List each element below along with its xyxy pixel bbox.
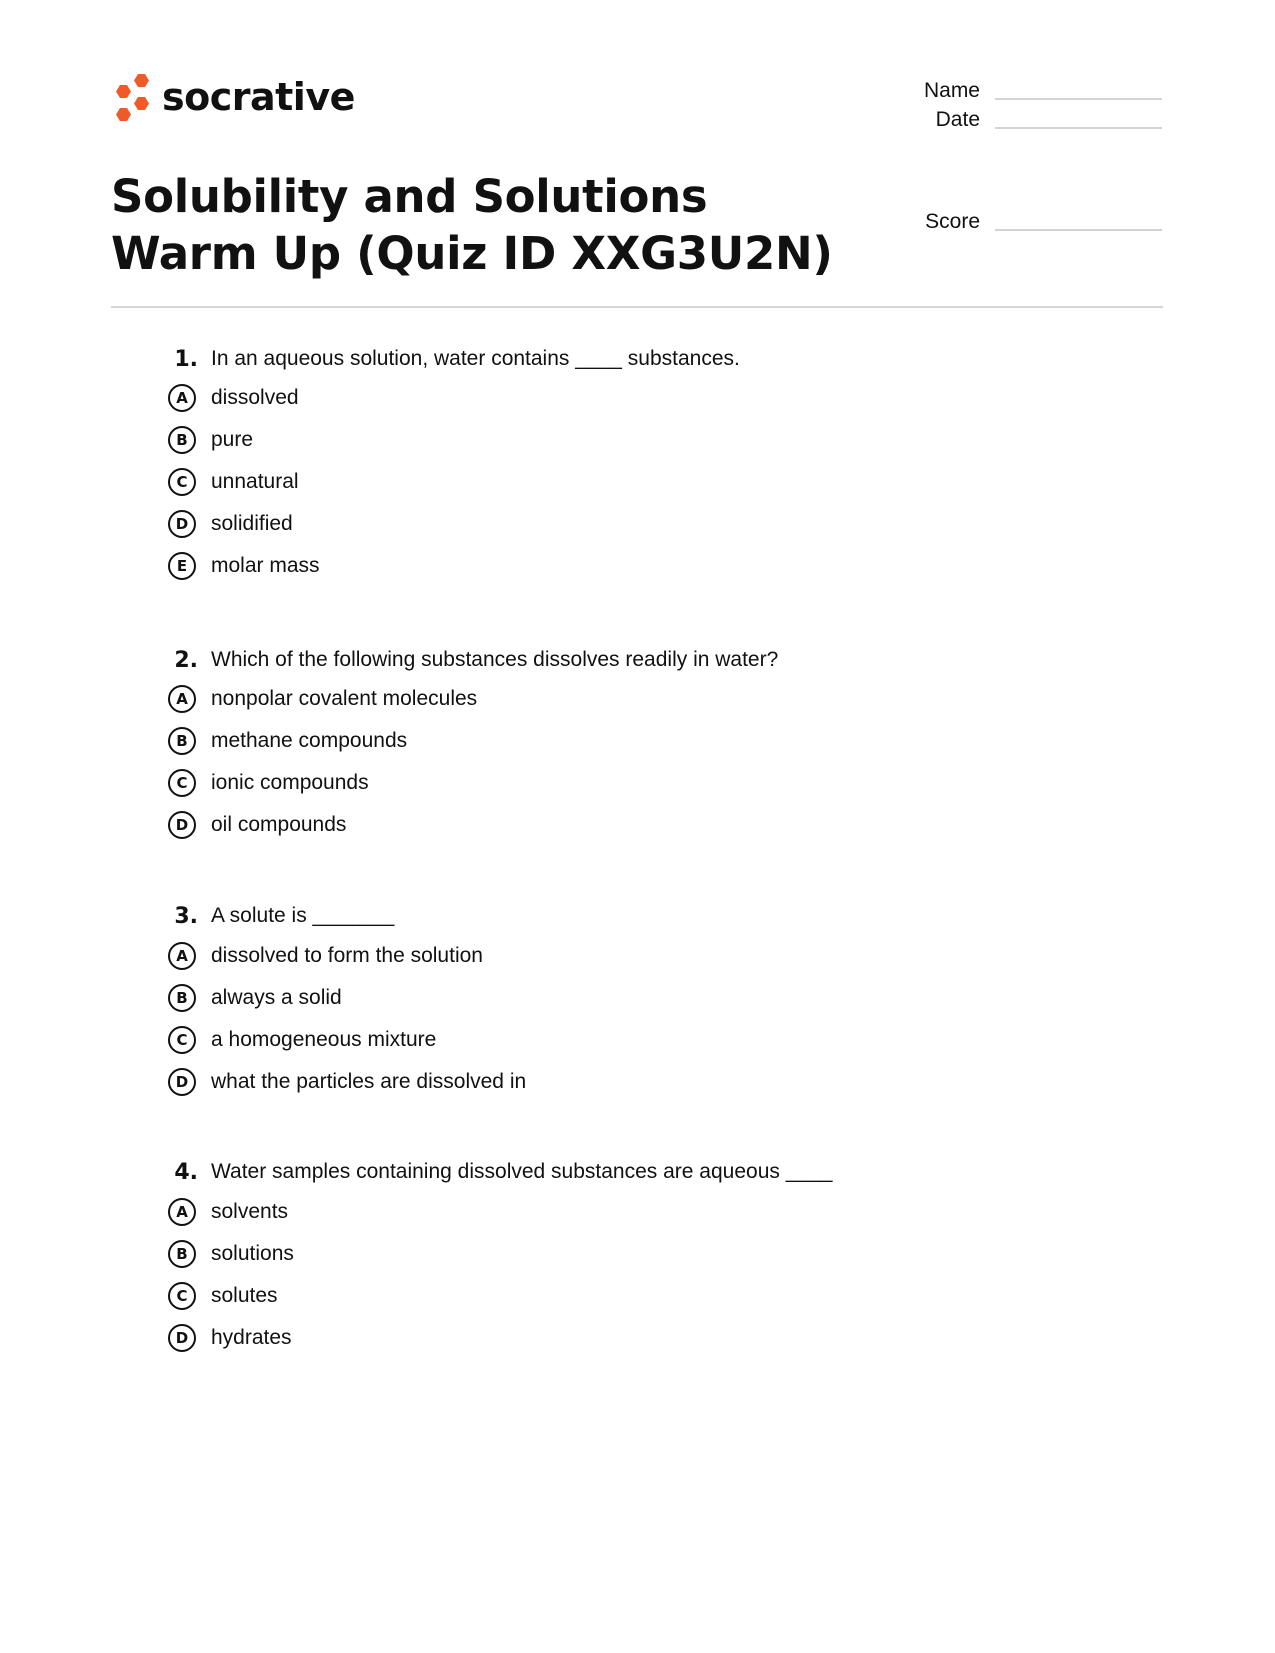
option-letter-badge: D	[168, 510, 196, 538]
option-letter-badge: D	[168, 811, 196, 839]
brand-name: socrative	[162, 75, 355, 119]
option-letter-badge: C	[168, 1282, 196, 1310]
question-heading	[160, 344, 740, 374]
score-field[interactable]	[890, 211, 1162, 233]
option-c[interactable]	[160, 1281, 832, 1311]
option-letter-badge: D	[168, 1324, 196, 1352]
option-text: unnatural	[211, 470, 299, 493]
option-letter-badge: B	[168, 727, 196, 755]
option-text: a homogeneous mixture	[211, 1028, 437, 1051]
date-label: Date	[935, 108, 980, 131]
option-text: dissolved	[211, 386, 299, 409]
option-letter-badge: C	[168, 769, 196, 797]
question-heading	[160, 901, 526, 931]
option-letter-badge: C	[168, 468, 196, 496]
option-letter-badge: A	[168, 685, 196, 713]
question-heading	[160, 645, 778, 675]
option-text: dissolved to form the solution	[211, 944, 483, 967]
option-text: ionic compounds	[211, 771, 369, 794]
question-number: 2.	[174, 647, 198, 673]
question-2	[160, 645, 778, 840]
option-a[interactable]	[160, 941, 526, 971]
option-letter-badge: B	[168, 1240, 196, 1268]
socrative-logo	[110, 72, 355, 124]
question-number: 1.	[174, 346, 198, 372]
option-e[interactable]	[160, 551, 740, 581]
question-4	[160, 1157, 832, 1353]
option-text: methane compounds	[211, 729, 408, 752]
option-d[interactable]	[160, 1067, 526, 1097]
option-a[interactable]	[160, 684, 778, 714]
option-b[interactable]	[160, 1239, 832, 1269]
option-text: pure	[211, 428, 254, 451]
date-line[interactable]	[995, 126, 1162, 129]
option-text: oil compounds	[211, 813, 347, 836]
option-letter-badge: D	[168, 1068, 196, 1096]
option-text: hydrates	[211, 1326, 292, 1349]
question-text: In an aqueous solution, water contains ____ substances.	[211, 347, 740, 370]
name-line[interactable]	[995, 97, 1162, 100]
question-text: Water samples containing dissolved substances are aqueous ____	[211, 1160, 833, 1183]
option-d[interactable]	[160, 1323, 832, 1353]
name-label: Name	[923, 79, 980, 102]
option-letter-badge: E	[168, 552, 196, 580]
option-letter-badge: C	[168, 1026, 196, 1054]
question-1	[160, 344, 740, 581]
option-letter-badge: A	[168, 1198, 196, 1226]
score-line[interactable]	[995, 228, 1162, 231]
page-title: Solubility and Solutions Warm Up (Quiz ID XXG3U2N)	[111, 170, 833, 280]
option-text: solutes	[211, 1284, 278, 1307]
option-a[interactable]	[160, 383, 740, 413]
question-3	[160, 901, 526, 1097]
option-a[interactable]	[160, 1197, 832, 1227]
option-c[interactable]	[160, 1025, 526, 1055]
option-text: always a solid	[211, 986, 342, 1009]
question-heading	[160, 1157, 832, 1187]
option-text: molar mass	[211, 554, 320, 577]
option-letter-badge: B	[168, 984, 196, 1012]
option-b[interactable]	[160, 726, 778, 756]
option-letter-badge: B	[168, 426, 196, 454]
option-c[interactable]	[160, 467, 740, 497]
question-number: 3.	[174, 903, 198, 929]
option-c[interactable]	[160, 768, 778, 798]
option-text: what the particles are dissolved in	[211, 1070, 527, 1093]
date-field[interactable]	[890, 109, 1162, 131]
question-number: 4.	[174, 1159, 198, 1185]
option-d[interactable]	[160, 810, 778, 840]
question-text: Which of the following substances dissolves readily in water?	[211, 648, 779, 671]
option-b[interactable]	[160, 425, 740, 455]
option-text: solvents	[211, 1200, 289, 1223]
hexagon-cluster-icon	[110, 72, 152, 124]
name-field[interactable]	[890, 80, 1162, 102]
question-text: A solute is _______	[211, 904, 395, 927]
option-letter-badge: A	[168, 384, 196, 412]
option-d[interactable]	[160, 509, 740, 539]
option-text: solutions	[211, 1242, 294, 1265]
option-text: nonpolar covalent molecules	[211, 687, 478, 710]
option-letter-badge: A	[168, 942, 196, 970]
option-text: solidified	[211, 512, 293, 535]
score-label: Score	[925, 210, 980, 233]
option-b[interactable]	[160, 983, 526, 1013]
header-divider	[111, 306, 1163, 308]
